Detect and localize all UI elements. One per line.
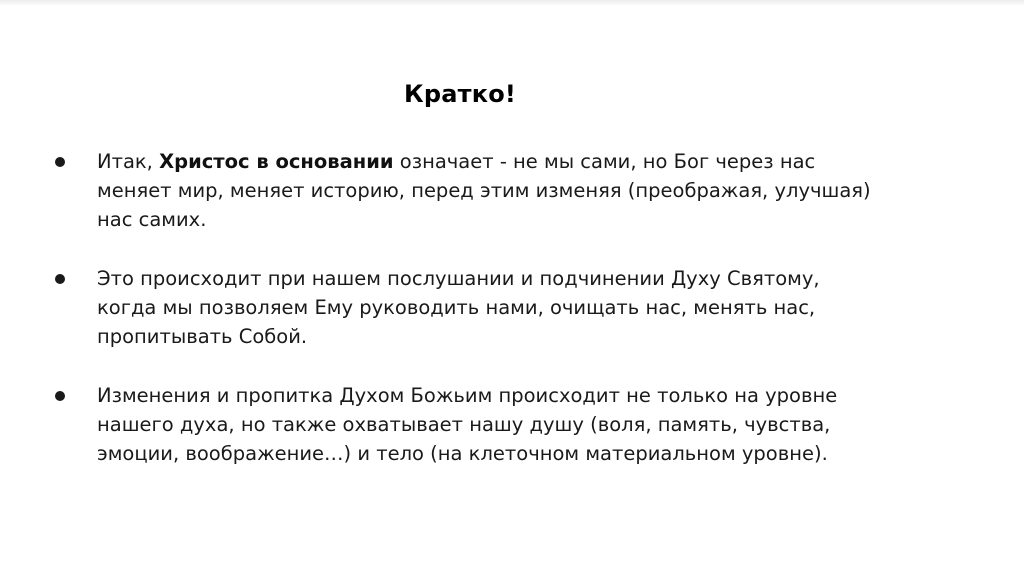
bullet-1-line-3: нас самих.	[97, 208, 207, 231]
bullet-text-3	[97, 381, 977, 468]
bullet-2-line-1: Это происходит при нашем послушании и подчинении Духу Святому,	[97, 267, 820, 290]
top-edge-shadow	[0, 0, 1024, 6]
bullet-3-line-1: Изменения и пропитка Духом Божьим происходит не только на уровне	[97, 384, 838, 407]
bullet-text-2	[97, 264, 977, 351]
bullet-dot-icon	[55, 157, 65, 167]
bullet-1-line-2: меняет мир, меняет историю, перед этим изменяя (преображая, улучшая)	[97, 179, 871, 202]
slide-title: Кратко!	[404, 80, 517, 108]
bullet-dot-icon	[55, 274, 65, 284]
bullet-2-line-3: пропитывать Собой.	[97, 325, 308, 348]
bullet-1-bold-phrase: Христос в основании	[159, 150, 394, 173]
bullet-2-line-2: когда мы позволяем Ему руководить нами, очищать нас, менять нас,	[97, 296, 816, 319]
bullet-1-line-1-after: означает - не мы сами, но Бог через нас	[393, 150, 816, 173]
bullet-dot-icon	[55, 391, 65, 401]
bullet-text-1	[97, 147, 977, 234]
bullet-1-line-1-before: Итак,	[97, 150, 160, 173]
bullet-1-line-1	[97, 147, 977, 176]
bullet-3-line-2: нашего духа, но также охватывает нашу душу (воля, память, чувства,	[97, 413, 831, 436]
bullet-3-line-3: эмоции, воображение…) и тело (на клеточном материальном уровне).	[97, 442, 828, 465]
